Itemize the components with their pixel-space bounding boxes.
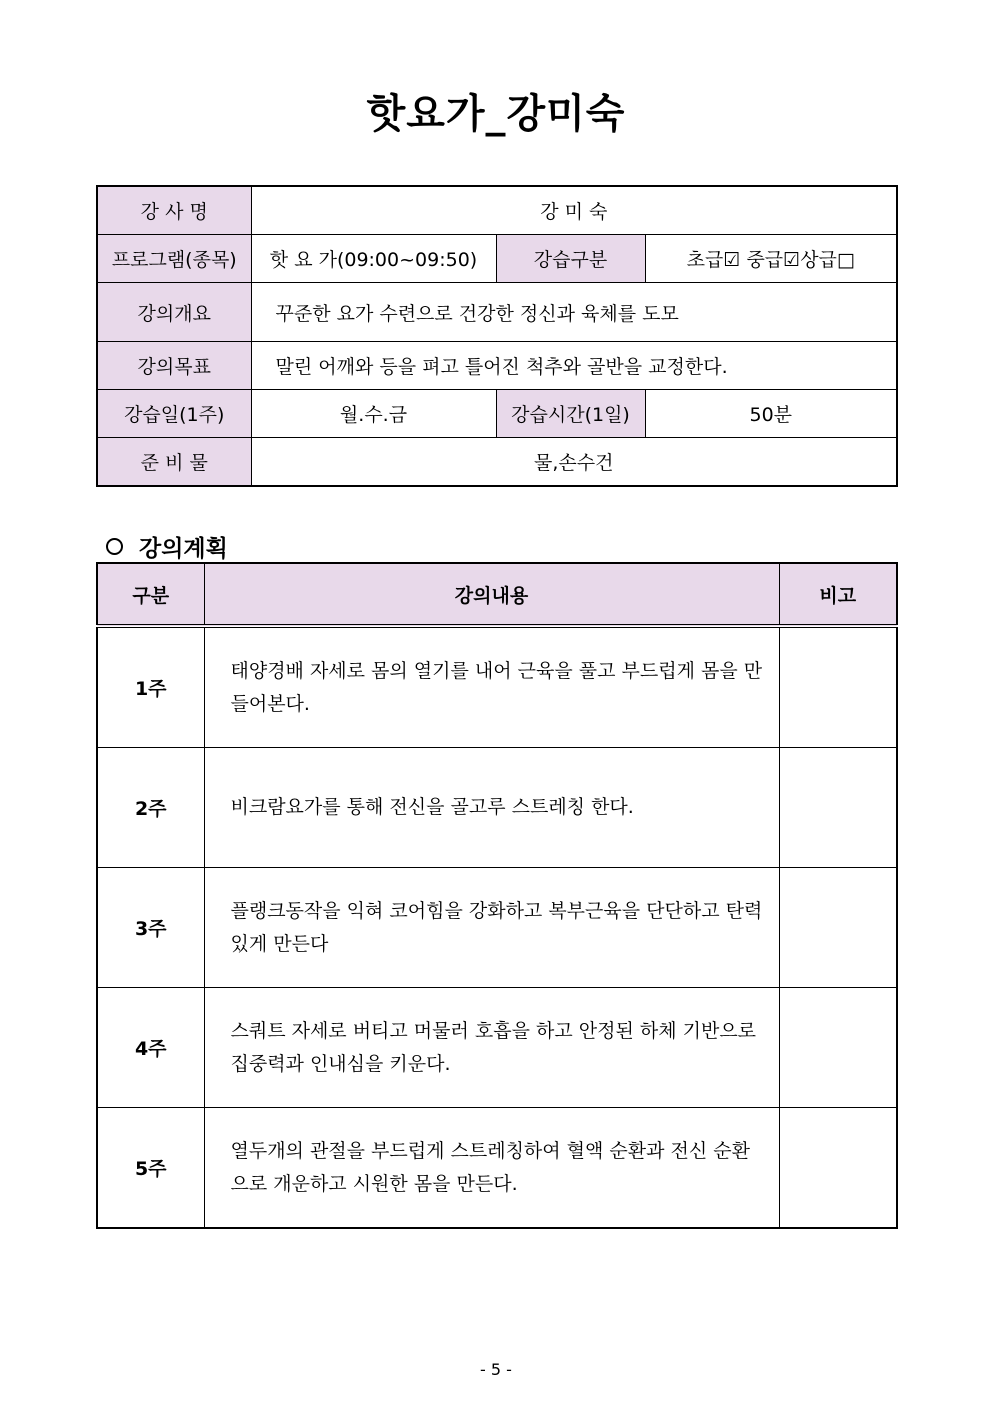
table-row [97,868,897,988]
table-row [97,748,897,868]
course-info-table [96,185,898,487]
lesson-plan-table [96,562,898,1229]
table-row [97,626,897,748]
goal-value: 말린 어깨와 등을 펴고 틀어진 척추와 골반을 교정한다. [251,342,897,390]
week-content: 비크람요가를 통해 전신을 골고루 스트레칭 한다. [204,748,779,868]
instructor-label: 강 사 명 [97,186,251,235]
week-label: 5주 [97,1108,204,1229]
week-content: 태양경배 자세로 몸의 열기를 내어 근육을 풀고 부드럽게 몸을 만들어본다. [204,626,779,748]
level-label: 강습구분 [496,235,645,283]
week-content: 스쿼트 자세로 버티고 머물러 호흡을 하고 안정된 하체 기반으로 집중력과 인내심을 키운다. [204,988,779,1108]
header-category: 구분 [97,563,204,626]
week-note [779,626,897,748]
overview-label: 강의개요 [97,283,251,342]
supplies-value: 물,손수건 [251,438,897,487]
week-note [779,1108,897,1229]
days-label: 강습일(1주) [97,390,251,438]
supplies-label: 준 비 물 [97,438,251,487]
week-label: 3주 [97,868,204,988]
days-value: 월.수.금 [251,390,496,438]
instructor-value: 강 미 숙 [251,186,897,235]
page-number: - 5 - [480,1360,512,1379]
overview-value: 꾸준한 요가 수련으로 건강한 정신과 육체를 도모 [251,283,897,342]
level-value: 초급☑ 중급☑상급□ [645,235,897,283]
header-content: 강의내용 [204,563,779,626]
time-label: 강습시간(1일) [496,390,645,438]
week-note [779,748,897,868]
week-content: 플랭크동작을 익혀 코어힘을 강화하고 복부근육을 단단하고 탄력있게 만든다 [204,868,779,988]
plan-section-title: 강의계획 [139,536,228,562]
goal-label: 강의목표 [97,342,251,390]
week-note [779,868,897,988]
plan-section-heading [106,530,228,563]
week-label: 4주 [97,988,204,1108]
table-row [97,988,897,1108]
header-note: 비고 [779,563,897,626]
page-title: 핫요가_강미숙 [366,91,626,137]
circle-bullet-icon [106,538,123,555]
week-content: 열두개의 관절을 부드럽게 스트레칭하여 혈액 순환과 전신 순환으로 개운하고 시원한 몸을 만든다. [204,1108,779,1229]
program-label: 프로그램(종목) [97,235,251,283]
table-row [97,1108,897,1229]
week-note [779,988,897,1108]
program-value: 핫 요 가(09:00~09:50) [251,235,496,283]
week-label: 2주 [97,748,204,868]
week-label: 1주 [97,626,204,748]
time-value: 50분 [645,390,897,438]
